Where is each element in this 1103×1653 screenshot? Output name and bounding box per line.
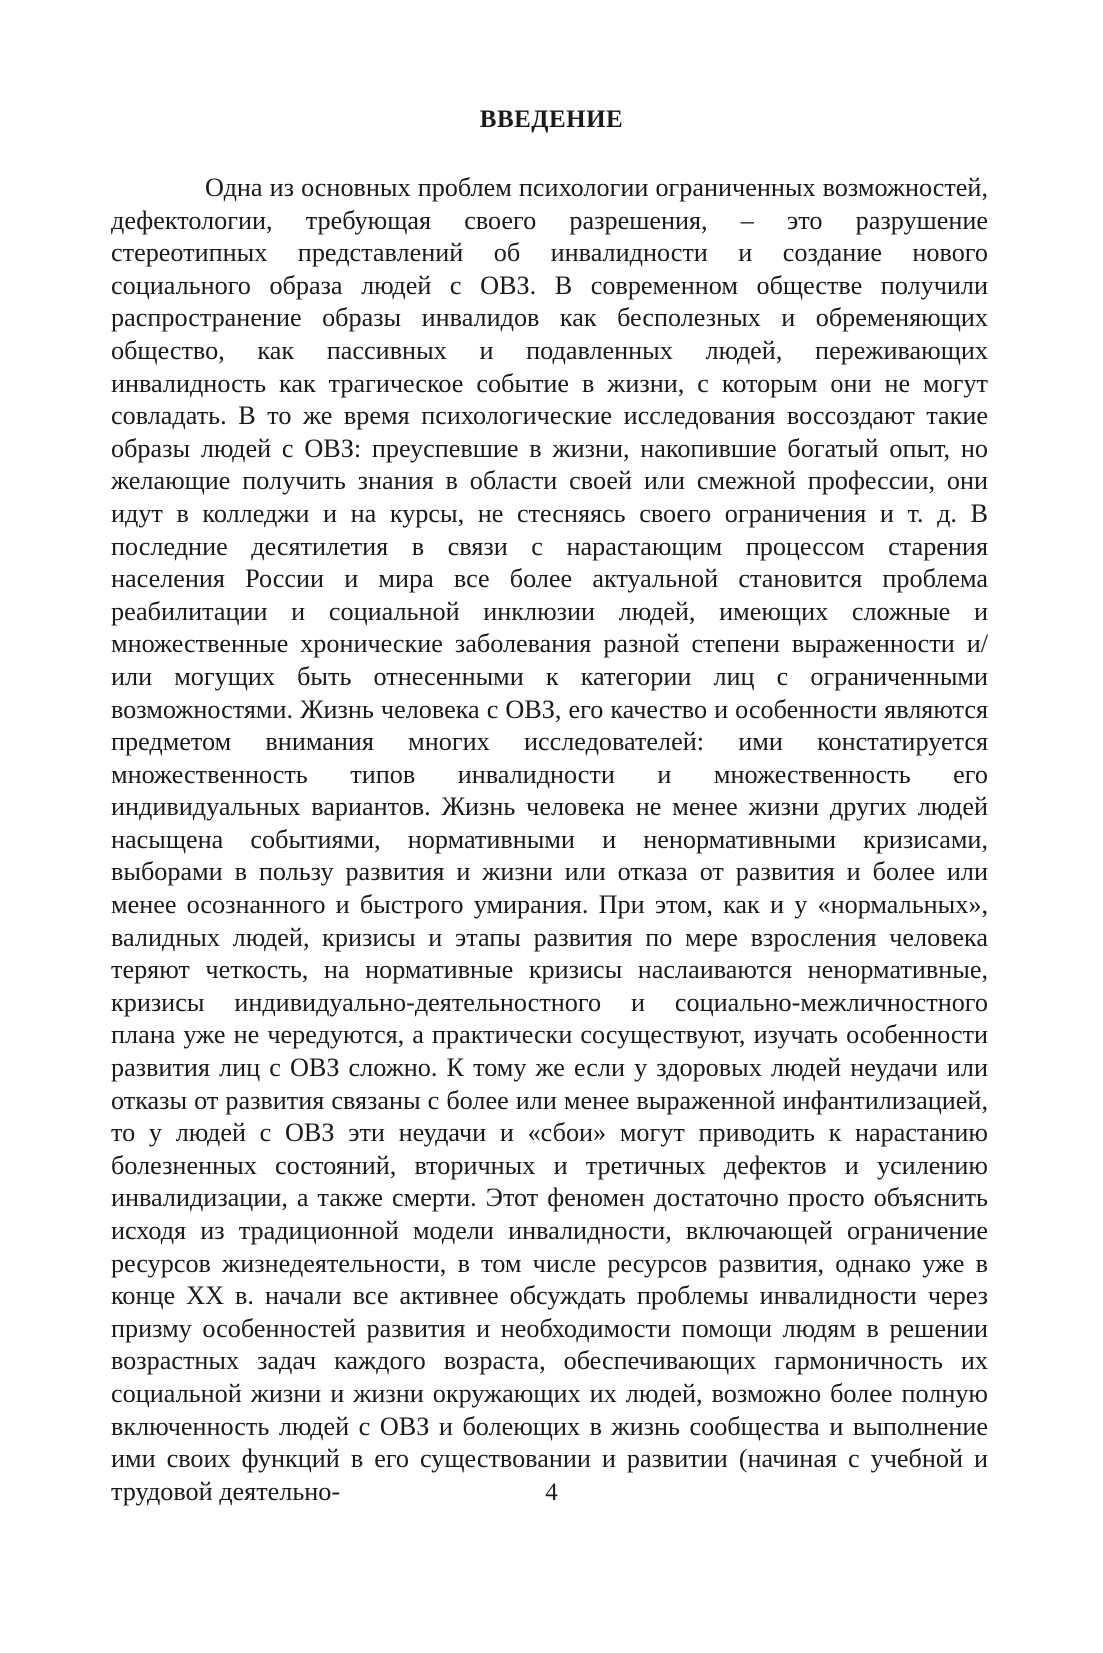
- chapter-title: ВВЕДЕНИЕ: [479, 106, 624, 133]
- body-paragraph: Одна из основных проблем психологии ограниченных возможностей, дефектологии, требующая своего разрешения, – это разрушение стереотипных представлений об инвалидности и создание нового социального образа людей с ОВЗ. В современном обществе получили распространение образы инвалидов как бесполезных и обременяющих общество, как пассивных и подавленных людей, переживающих инвалидность как трагическое событие в жизни, с которым они не могут совладать. В то же время психологические исследования воссоздают такие образы людей с ОВЗ: преуспевшие в жизни, накопившие богатый опыт, но желающие получить знания в области своей или смежной профессии, они идут в колледжи и на курсы, не стесняясь своего ограничения и т. д. В последние десятилетия в связи с нарастающим процессом старения населения России и мира все более актуальной становится проблема реабилитации и социальной инклюзии людей, имеющих сложные и множественные хронические заболевания разной степени выраженности и/или могущих быть отнесенными к категории лиц с ограниченными возможностями. Жизнь человека с ОВЗ, его качество и особенности являются предметом внимания многих исследователей: ими констатируется множественность типов инвалидности и множественность его индивидуальных вариантов. Жизнь человека не менее жизни других людей насыщена событиями, нормативными и ненормативными кризисами, выборами в пользу развития и жизни или отказа от развития и более или менее осознанного и быстрого умирания. При этом, как и у «нормальных», валидных людей, кризисы и этапы развития по мере взросления человека теряют четкость, на нормативные кризисы наслаиваются ненормативные, кризисы индивидуально-деятельностного и социально-межличностного плана уже не чередуются, а практически сосуществуют, изучать особенности развития лиц с ОВЗ сложно. К тому же если у здоровых людей неудачи или отказы от развития связаны с более или менее выраженной инфантилизацией, то у людей с ОВЗ эти неудачи и «сбои» могут приводить к нарастанию болезненных состояний, вторичных и третичных дефектов и усилению инвалидизации, а также смерти. Этот феномен достаточно просто объяснить исходя из традиционной модели инвалидности, включающей ограничение ресурсов жизнедеятельности, в том числе ресурсов развития, однако уже в конце XX в. начали все активнее обсуждать проблемы инвалидности через призму особенностей развития и необходимости помощи людям в решении возрастных задач каждого возраста, обеспечивающих гармоничность их социальной жизни и жизни окружающих их людей, возможно более полную включенность людей с ОВЗ и болеющих в жизнь сообщества и выполнение ими своих функций в его существовании и развитии (начиная с учебной и трудовой деятельно-: [111, 173, 988, 1506]
- page-number: 4: [545, 1479, 558, 1506]
